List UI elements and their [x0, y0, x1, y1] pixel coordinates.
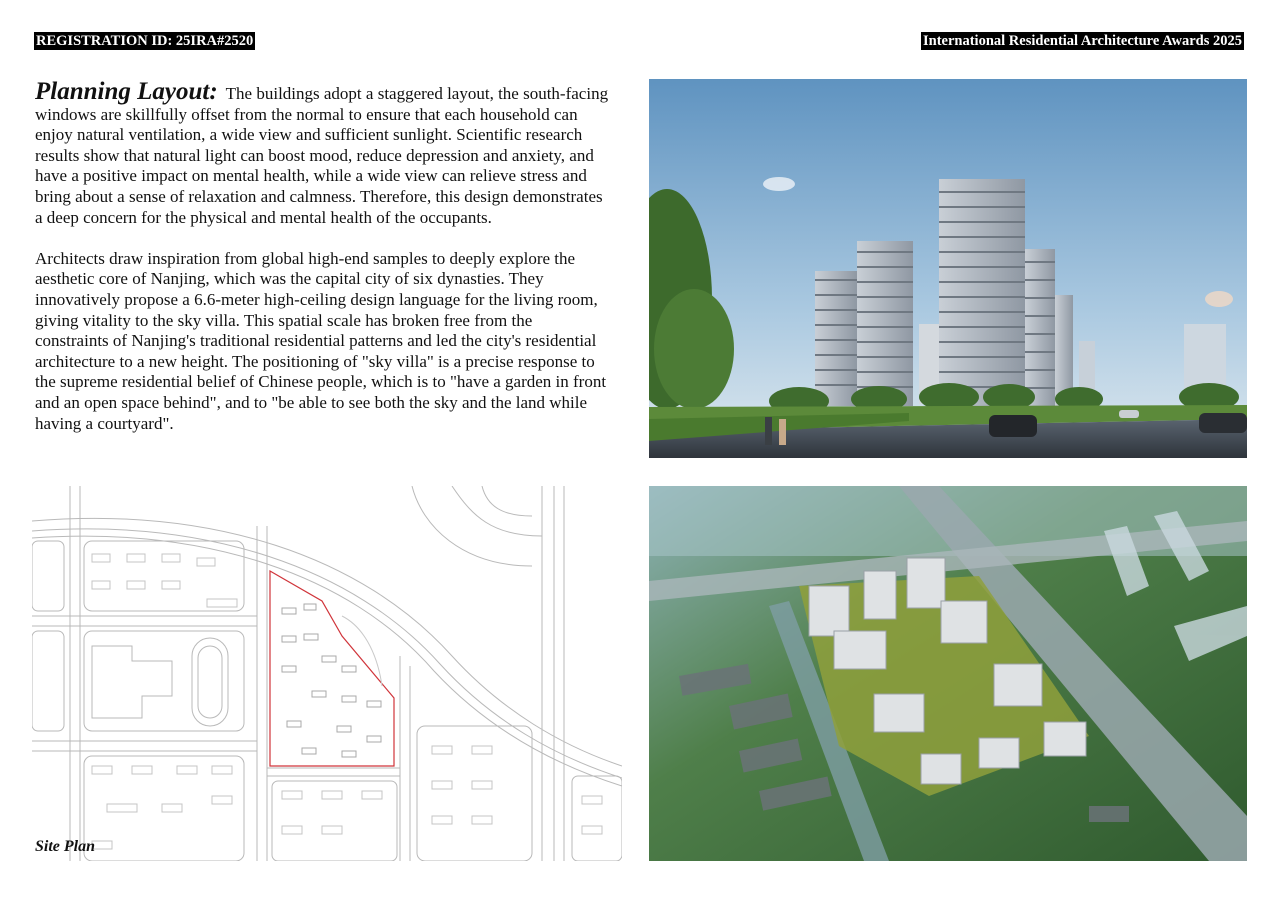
street-view-render-image: [649, 79, 1247, 458]
site-plan-caption: Site Plan: [35, 838, 96, 855]
planning-layout-heading: Planning Layout:: [35, 78, 218, 105]
paragraph-2-text: Architects draw inspiration from global high-end samples to deeply explore the aesthetic core of Nanjing, which was the capital city of six dynasties. They innovatively propose a 6.6-meter high-ceiling design language for the living room, giving vitality to the sky villa. This spatial scale has broken free from the constraints of Nanjing's traditional residential patterns and led the city's residential architecture to a new height. The positioning of "sky villa" is a precise response to the supreme residential belief of Chinese people, which is to "have a garden in front and an open space behind", and to "be able to see both the sky and the land while having a courtyard".: [35, 248, 607, 433]
aerial-view-render-image: [649, 486, 1247, 861]
description-text-block: [35, 78, 610, 434]
site-boundary-line: [270, 571, 394, 766]
paragraph-1-text: The buildings adopt a staggered layout, the south-facing windows are skillfully offset from the normal to ensure that each household can enjoy natural ventilation, a wide view and sufficient sunlight. Scientific research results show that natural light can boost mood, reduce depression and anxiety, and have a positive impact on mental health, while a wide view can relieve stress and bring about a sense of relaxation and calmness. Therefore, this design demonstrates a deep concern for the physical and mental health of the occupants.: [35, 84, 609, 227]
paragraph-planning-layout: [35, 78, 610, 228]
award-title-label: International Residential Architecture Awards 2025: [923, 33, 1242, 49]
registration-id-label: REGISTRATION ID: 25IRA#2520: [36, 33, 254, 49]
site-plan-drawing: [32, 486, 622, 861]
